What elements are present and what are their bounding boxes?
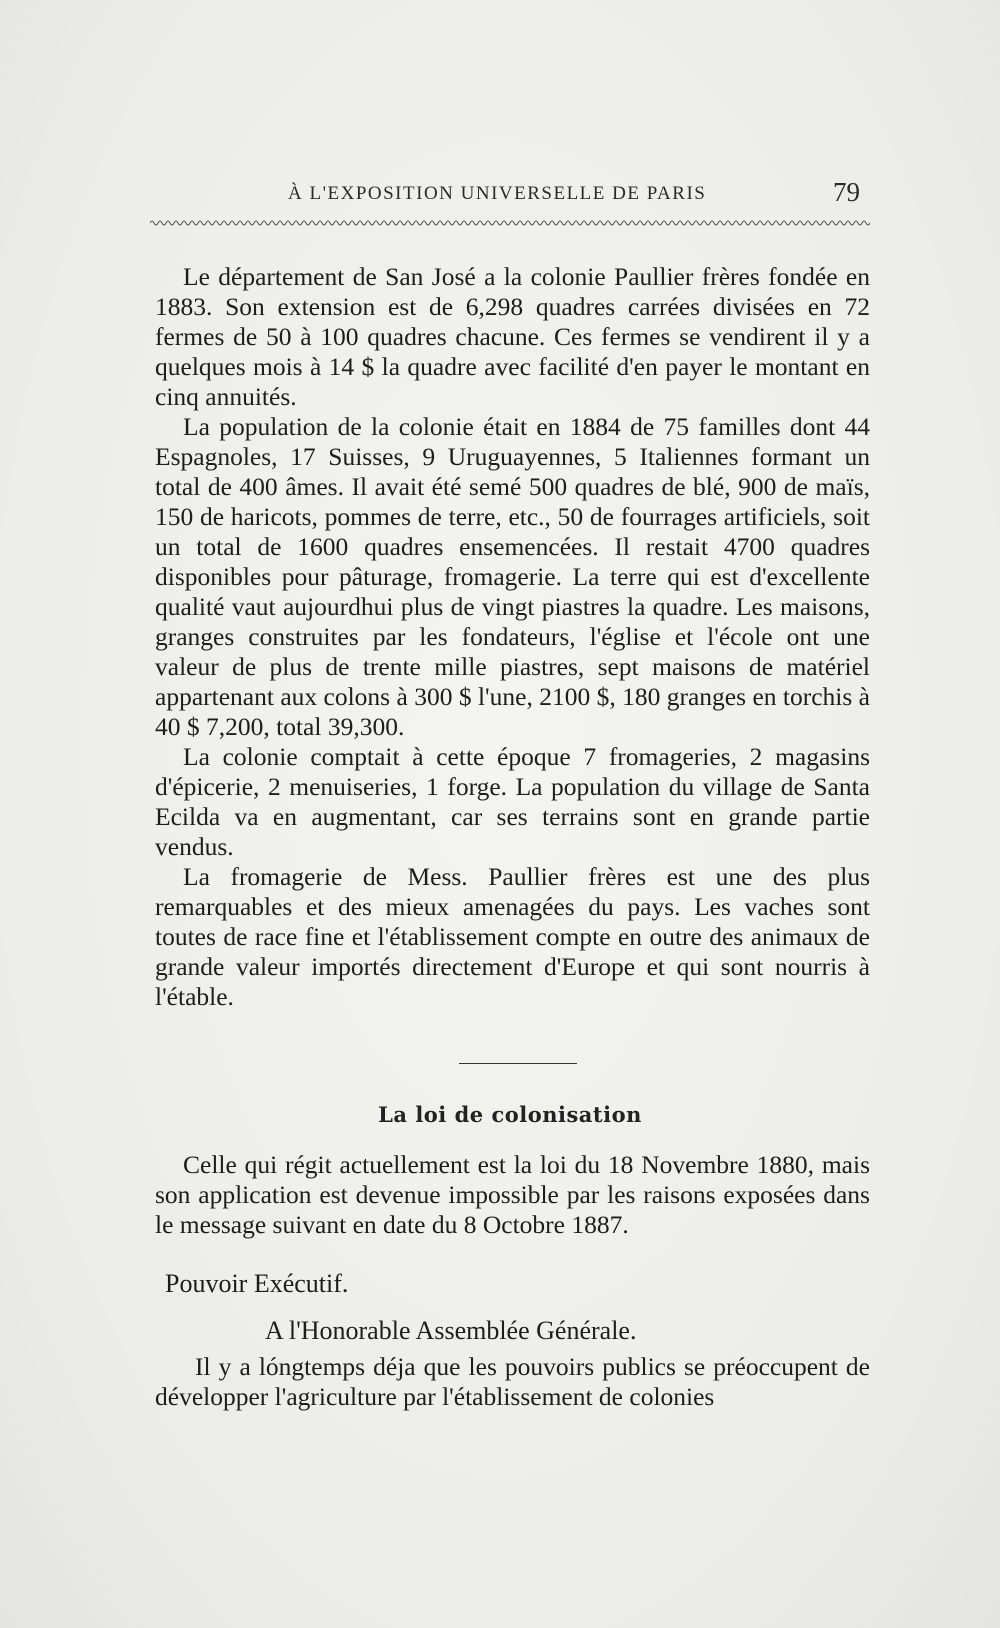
letter-heading: Pouvoir Exécutif. — [165, 1269, 349, 1298]
section-intro-block — [155, 1150, 870, 1240]
paragraph-colonie: Le département de San José a la colonie Paullier frères fondée en 1883. Son extension est de 6,298 quadres carrées divisées en 72 fermes de 50 à 100 quadres chacune. Ces fermes se vendirent il y a quelques mois à 14 $ la quadre avec facilité d'en payer le montant en cinq annuités. — [155, 262, 870, 411]
page-header — [150, 175, 860, 215]
letter-salutation: A l'Honorable Assemblée Générale. — [265, 1316, 637, 1345]
page-number: 79 — [833, 177, 860, 207]
running-title: À L'EXPOSITION UNIVERSELLE DE PARIS — [288, 183, 707, 204]
section-title: La loi de colonisation — [378, 1102, 642, 1127]
paragraph-loi: Celle qui régit actuellement est la loi du 18 Novembre 1880, mais son application est devenue impossible par les raisons exposées dans le message suivant en date du 8 Octobre 1887. — [155, 1150, 870, 1239]
paragraph-fromagerie: La fromagerie de Mess. Paullier frères est une des plus remarquables et des mieux amenagées du pays. Les vaches sont toutes de race fine et l'établissement compte en outre des animaux de grande valeur importés directement d'Europe et qui sont nourris à l'étable. — [155, 862, 870, 1011]
main-text — [155, 262, 870, 1012]
paragraph-commerce: La colonie comptait à cette époque 7 fromageries, 2 magasins d'épicerie, 2 menuiseries, 1 forge. La population du village de Santa Ecilda va en augmentant, car ses terrains sont en grande partie vendus. — [155, 742, 870, 861]
paragraph-population: La population de la colonie était en 1884 de 75 familles dont 44 Espagnoles, 17 Suisses, 9 Uruguayennes, 5 Italiennes formant un total de 400 âmes. Il avait été semé 500 quadres de blé, 900 de maïs, 150 de haricots, pommes de terre, etc., 50 de fourrages artificiels, soit un total de 1600 quadres ensemencées. Il restait 4700 quadres disponibles pour pâturage, fromagerie. La terre qui est d'excellente qualité vaut aujourdhui plus de vingt piastres la quadre. Les maisons, granges construites par les fondateurs, l'église et l'école ont une valeur de plus de trente mille piastres, sept maisons de matériel appartenant aux colons à 300 $ l'une, 2100 $, 180 granges en torchis à 40 $ 7,200, total 39,300. — [155, 412, 870, 741]
paragraph-letter: Il y a lóngtemps déja que les pouvoirs publics se préoccupent de développer l'agriculture par l'établissement de colonies — [155, 1352, 870, 1411]
decorative-wavy-rule — [150, 218, 870, 228]
letter-body — [155, 1352, 870, 1412]
section-separator — [459, 1063, 577, 1064]
